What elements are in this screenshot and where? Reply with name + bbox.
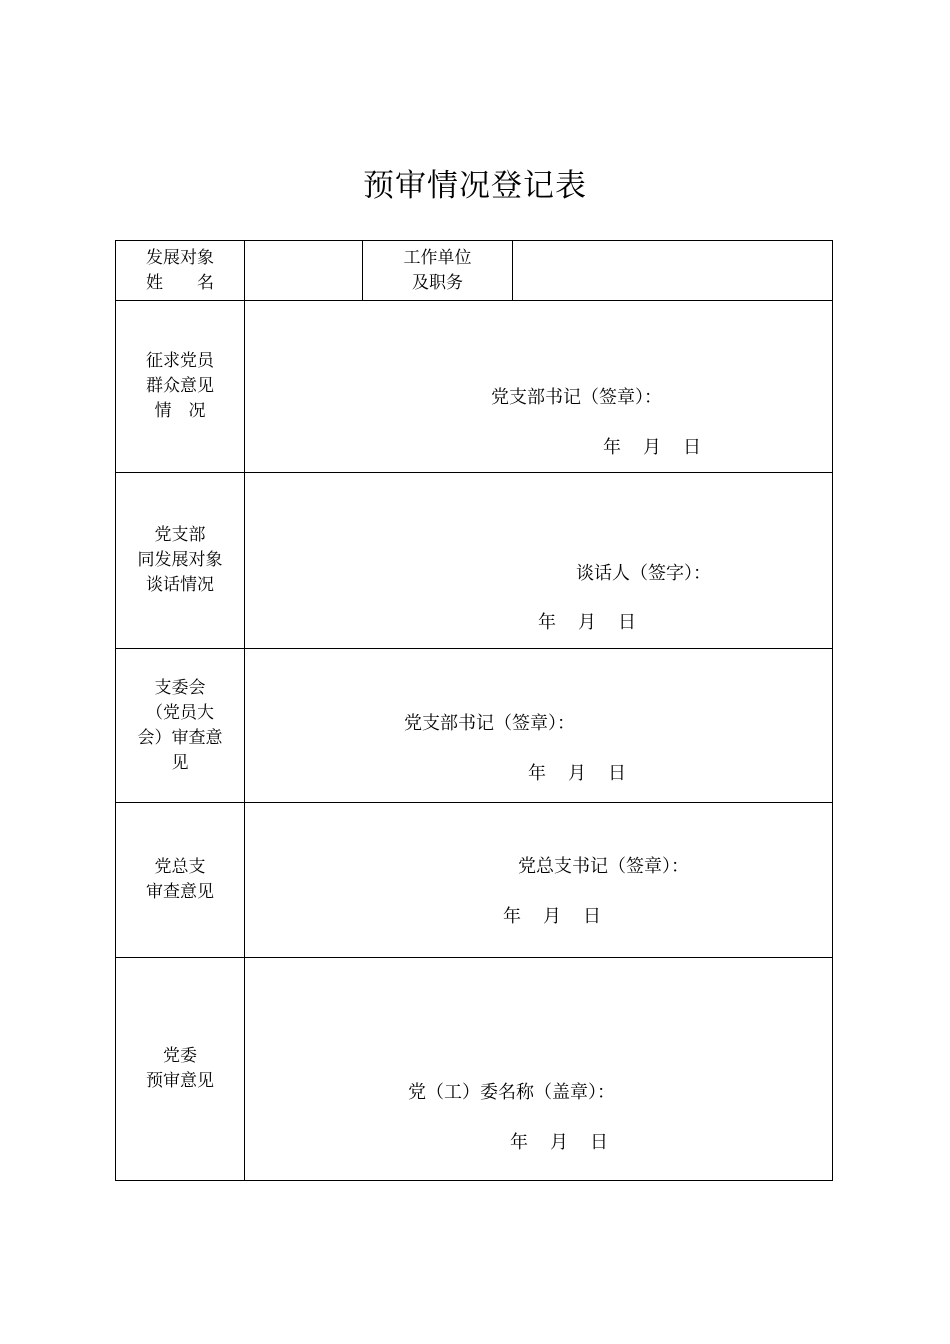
section-label-line: 谈话情况	[146, 575, 214, 595]
section-label-committee	[116, 649, 244, 802]
work-unit-label	[363, 241, 512, 300]
section-label-line: 审查意见	[146, 882, 214, 902]
section-label-party-committee	[116, 958, 244, 1180]
date-line: 年 月 日	[538, 612, 638, 633]
signer-line: 谈话人（签字）：	[576, 563, 711, 584]
date-line: 年 月 日	[510, 1132, 610, 1153]
section-label-line: （党员大	[146, 702, 214, 723]
date-line: 年 月 日	[503, 906, 603, 927]
date-line: 年 月 日	[603, 437, 703, 458]
work-unit-label-line: 工作单位	[403, 247, 472, 268]
section-label-line: 同发展对象	[137, 550, 223, 570]
section-label-line: 征求党员	[146, 351, 214, 371]
signer-line: 党支部书记（签章）：	[491, 387, 662, 408]
section-label-line: 会）审查意	[137, 727, 223, 748]
section-label-opinions	[116, 301, 244, 472]
signer-line: 党总支书记（签章）：	[518, 856, 689, 877]
section-label-talk	[116, 473, 244, 648]
section-label-line: 党委	[163, 1046, 197, 1066]
work-unit-field[interactable]	[513, 241, 832, 300]
section-label-general-branch	[116, 803, 244, 957]
signer-line: 党（工）委名称（盖章）：	[408, 1082, 615, 1103]
name-label-line: 姓 名	[146, 272, 214, 293]
work-unit-label-line: 及职务	[412, 272, 463, 293]
page-title: 预审情况登记表	[363, 168, 587, 204]
section-label-line: 党总支	[154, 857, 206, 877]
signer-line: 党支部书记（签章）：	[404, 713, 575, 734]
name-label	[116, 241, 244, 300]
section-label-line: 群众意见	[146, 376, 214, 396]
section-label-line: 支委会	[154, 677, 206, 698]
section-field-general-branch[interactable]	[245, 803, 832, 957]
section-label-line: 预审意见	[146, 1071, 214, 1091]
date-line: 年 月 日	[528, 763, 628, 784]
section-label-line: 见	[171, 752, 189, 773]
section-label-line: 党支部	[154, 525, 206, 545]
name-label-line: 发展对象	[146, 247, 214, 268]
section-label-line: 情 况	[154, 401, 206, 421]
name-field[interactable]	[245, 241, 362, 300]
